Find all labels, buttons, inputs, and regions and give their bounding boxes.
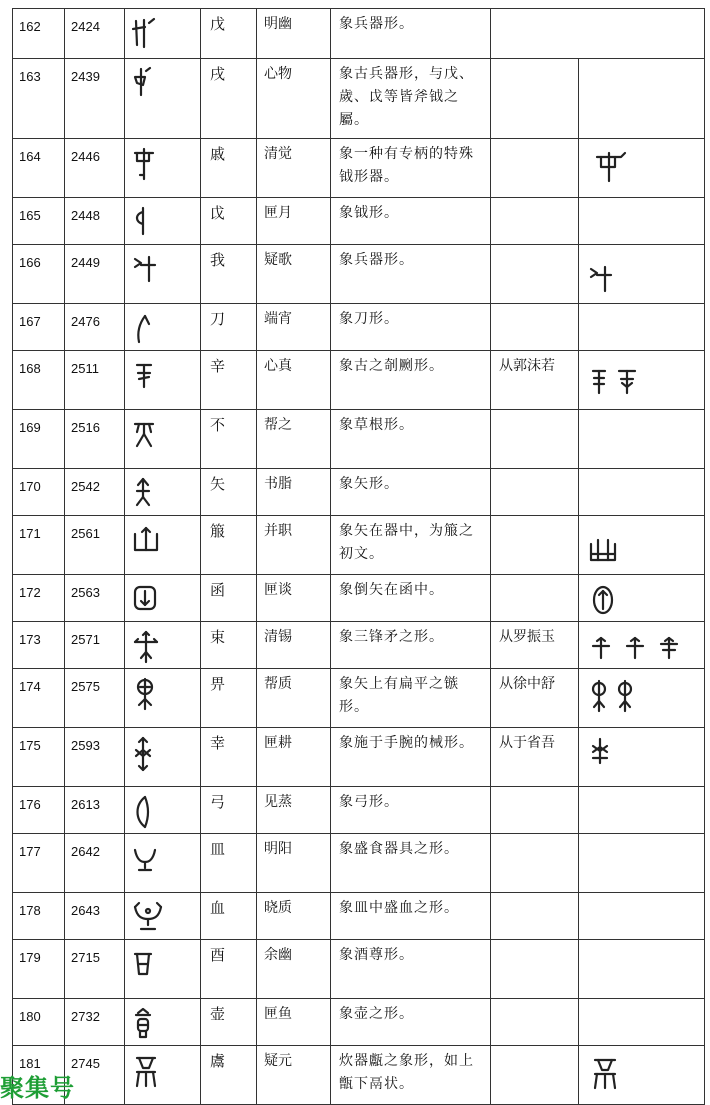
modern-character: 皿	[201, 834, 257, 893]
modern-character: 酉	[201, 940, 257, 999]
modern-character: 戉	[201, 198, 257, 245]
character-code: 2476	[65, 304, 125, 351]
oracle-glyph-icon	[131, 581, 161, 615]
ancient-pronunciation: 帮之	[257, 410, 331, 469]
ancient-pronunciation: 书脂	[257, 469, 331, 516]
oracle-bone-character-table	[12, 8, 705, 1105]
modern-character: 刀	[201, 304, 257, 351]
character-code: 2593	[65, 728, 125, 787]
watermark-logo: 聚集号	[0, 1074, 75, 1102]
oracle-glyph-icon	[131, 1052, 161, 1092]
table-row	[13, 940, 705, 999]
table-row	[13, 410, 705, 469]
variant-forms	[579, 999, 705, 1046]
table-row	[13, 999, 705, 1046]
source-note: 从郭沫若	[491, 351, 579, 410]
character-code: 2516	[65, 410, 125, 469]
character-code: 2643	[65, 893, 125, 940]
table-row	[13, 469, 705, 516]
source-note	[491, 139, 579, 198]
oracle-glyph-icon	[131, 145, 161, 185]
modern-character: 矢	[201, 469, 257, 516]
glyph-description: 象三锋矛之形。	[331, 622, 491, 669]
source-note	[491, 1046, 579, 1105]
oracle-glyph-icon	[131, 357, 157, 393]
oracle-glyph-icon	[131, 628, 161, 666]
row-number: 166	[13, 245, 65, 304]
variant-forms	[579, 410, 705, 469]
glyph-description: 象钺形。	[331, 198, 491, 245]
glyph-description: 象矢形。	[331, 469, 491, 516]
variant-forms	[579, 834, 705, 893]
variant-forms	[579, 469, 705, 516]
character-code: 2449	[65, 245, 125, 304]
character-code: 2439	[65, 59, 125, 139]
character-code: 2715	[65, 940, 125, 999]
variant-forms	[579, 198, 705, 245]
table-row	[13, 351, 705, 410]
character-code: 2575	[65, 669, 125, 728]
glyph-description: 象兵器形。	[331, 245, 491, 304]
modern-character: 箙	[201, 516, 257, 575]
glyph-description: 象矢上有扁平之镞形。	[331, 669, 491, 728]
glyph-description: 象酒尊形。	[331, 940, 491, 999]
variant-forms	[579, 304, 705, 351]
table-row	[13, 834, 705, 893]
source-note: 从徐中舒	[491, 669, 579, 728]
source-note	[491, 516, 579, 575]
variant-glyph-icon	[587, 677, 643, 717]
variant-glyph-icon	[589, 1054, 625, 1094]
table-row	[13, 59, 705, 139]
ancient-pronunciation: 帮质	[257, 669, 331, 728]
source-note	[491, 410, 579, 469]
table-row	[13, 669, 705, 728]
glyph-description: 象矢在器中，为箙之初文。	[331, 516, 491, 575]
oracle-glyph-icon	[131, 475, 155, 511]
source-note	[491, 834, 579, 893]
source-note: 从罗振玉	[491, 622, 579, 669]
ancient-pronunciation: 匣耕	[257, 728, 331, 787]
source-note	[491, 893, 579, 940]
character-code: 2732	[65, 999, 125, 1046]
variant-glyph-icon	[589, 583, 619, 617]
row-number: 170	[13, 469, 65, 516]
ancient-pronunciation: 心真	[257, 351, 331, 410]
oracle-glyph-icon	[131, 899, 165, 935]
modern-character: 戌	[201, 59, 257, 139]
table-row	[13, 139, 705, 198]
glyph-description: 象古之剞劂形。	[331, 351, 491, 410]
row-number: 179	[13, 940, 65, 999]
oracle-glyph-icon	[131, 793, 155, 831]
table-row	[13, 575, 705, 622]
variant-glyph-icon	[587, 632, 687, 662]
character-code: 2542	[65, 469, 125, 516]
oracle-glyph-icon	[131, 522, 161, 556]
oracle-glyph-icon	[131, 310, 155, 348]
variant-glyph-icon	[587, 363, 647, 397]
row-number: 174	[13, 669, 65, 728]
glyph-description: 象草根形。	[331, 410, 491, 469]
character-code: 2613	[65, 787, 125, 834]
character-code: 2424	[65, 9, 125, 59]
variant-glyph-icon	[593, 147, 633, 187]
source-note	[491, 9, 705, 59]
row-number: 165	[13, 198, 65, 245]
variant-forms	[579, 787, 705, 834]
source-note	[491, 469, 579, 516]
ancient-pronunciation: 晓质	[257, 893, 331, 940]
glyph-description: 象兵器形。	[331, 9, 491, 59]
table-row	[13, 516, 705, 575]
ancient-pronunciation: 疑元	[257, 1046, 331, 1105]
oracle-glyph-icon	[131, 946, 155, 982]
modern-character: 鬳	[201, 1046, 257, 1105]
glyph-description: 象弓形。	[331, 787, 491, 834]
table-row	[13, 245, 705, 304]
oracle-glyph-icon	[131, 675, 159, 713]
variant-glyph-icon	[587, 261, 617, 295]
row-number: 168	[13, 351, 65, 410]
variant-forms	[579, 893, 705, 940]
modern-character: 弓	[201, 787, 257, 834]
source-note	[491, 787, 579, 834]
row-number: 169	[13, 410, 65, 469]
row-number: 167	[13, 304, 65, 351]
ancient-pronunciation: 余幽	[257, 940, 331, 999]
oracle-glyph-icon	[131, 840, 159, 876]
ancient-pronunciation: 明阳	[257, 834, 331, 893]
modern-character: 畀	[201, 669, 257, 728]
row-number: 173	[13, 622, 65, 669]
source-note	[491, 198, 579, 245]
character-code: 2745	[65, 1046, 125, 1105]
modern-character: 不	[201, 410, 257, 469]
modern-character: 戚	[201, 139, 257, 198]
glyph-description: 象倒矢在函中。	[331, 575, 491, 622]
glyph-description: 象盛食器具之形。	[331, 834, 491, 893]
table-row	[13, 622, 705, 669]
character-code: 2511	[65, 351, 125, 410]
row-number: 162	[13, 9, 65, 59]
ancient-pronunciation: 端宵	[257, 304, 331, 351]
oracle-glyph-icon	[131, 1005, 155, 1043]
row-number: 171	[13, 516, 65, 575]
oracle-glyph-icon	[131, 15, 159, 51]
source-note	[491, 59, 579, 139]
row-number: 164	[13, 139, 65, 198]
modern-character: 辛	[201, 351, 257, 410]
modern-character: 束	[201, 622, 257, 669]
row-number: 172	[13, 575, 65, 622]
modern-character: 戊	[201, 9, 257, 59]
modern-character: 幸	[201, 728, 257, 787]
ancient-pronunciation: 疑歌	[257, 245, 331, 304]
glyph-description: 炊器甗之象形，如上甑下鬲状。	[331, 1046, 491, 1105]
character-code: 2563	[65, 575, 125, 622]
modern-character: 壶	[201, 999, 257, 1046]
ancient-pronunciation: 匣谈	[257, 575, 331, 622]
source-note: 从于省吾	[491, 728, 579, 787]
ancient-pronunciation: 清觉	[257, 139, 331, 198]
modern-character: 我	[201, 245, 257, 304]
ancient-pronunciation: 匣月	[257, 198, 331, 245]
row-number: 181	[13, 1046, 65, 1105]
variant-forms	[579, 59, 705, 139]
oracle-glyph-icon	[131, 65, 159, 101]
oracle-glyph-icon	[131, 416, 157, 452]
oracle-glyph-icon	[131, 734, 155, 774]
glyph-description: 象刀形。	[331, 304, 491, 351]
oracle-glyph-icon	[131, 251, 159, 285]
glyph-description: 象古兵器形，与戊、歲、戉等皆斧钺之屬。	[331, 59, 491, 139]
variant-forms	[579, 940, 705, 999]
source-note	[491, 999, 579, 1046]
table-row	[13, 9, 705, 59]
variant-glyph-icon	[587, 736, 613, 766]
table-row	[13, 728, 705, 787]
character-code: 2561	[65, 516, 125, 575]
ancient-pronunciation: 并职	[257, 516, 331, 575]
variant-glyph-icon	[587, 532, 621, 566]
ancient-pronunciation: 明幽	[257, 9, 331, 59]
modern-character: 函	[201, 575, 257, 622]
table-row	[13, 198, 705, 245]
glyph-description: 象一种有专柄的特殊钺形器。	[331, 139, 491, 198]
table-row	[13, 304, 705, 351]
character-code: 2448	[65, 198, 125, 245]
character-code: 2446	[65, 139, 125, 198]
ancient-pronunciation: 匣鱼	[257, 999, 331, 1046]
row-number: 177	[13, 834, 65, 893]
ancient-pronunciation: 清锡	[257, 622, 331, 669]
row-number: 180	[13, 999, 65, 1046]
row-number: 176	[13, 787, 65, 834]
table-row	[13, 1046, 705, 1105]
row-number: 178	[13, 893, 65, 940]
source-note	[491, 575, 579, 622]
source-note	[491, 245, 579, 304]
modern-character: 血	[201, 893, 257, 940]
character-code: 2642	[65, 834, 125, 893]
ancient-pronunciation: 心物	[257, 59, 331, 139]
character-code: 2571	[65, 622, 125, 669]
oracle-glyph-icon	[131, 204, 155, 238]
glyph-description: 象皿中盛血之形。	[331, 893, 491, 940]
glyph-description: 象壶之形。	[331, 999, 491, 1046]
ancient-pronunciation: 见蒸	[257, 787, 331, 834]
source-note	[491, 940, 579, 999]
row-number: 163	[13, 59, 65, 139]
table-row	[13, 893, 705, 940]
row-number: 175	[13, 728, 65, 787]
glyph-description: 象施于手腕的械形。	[331, 728, 491, 787]
table-row	[13, 787, 705, 834]
source-note	[491, 304, 579, 351]
